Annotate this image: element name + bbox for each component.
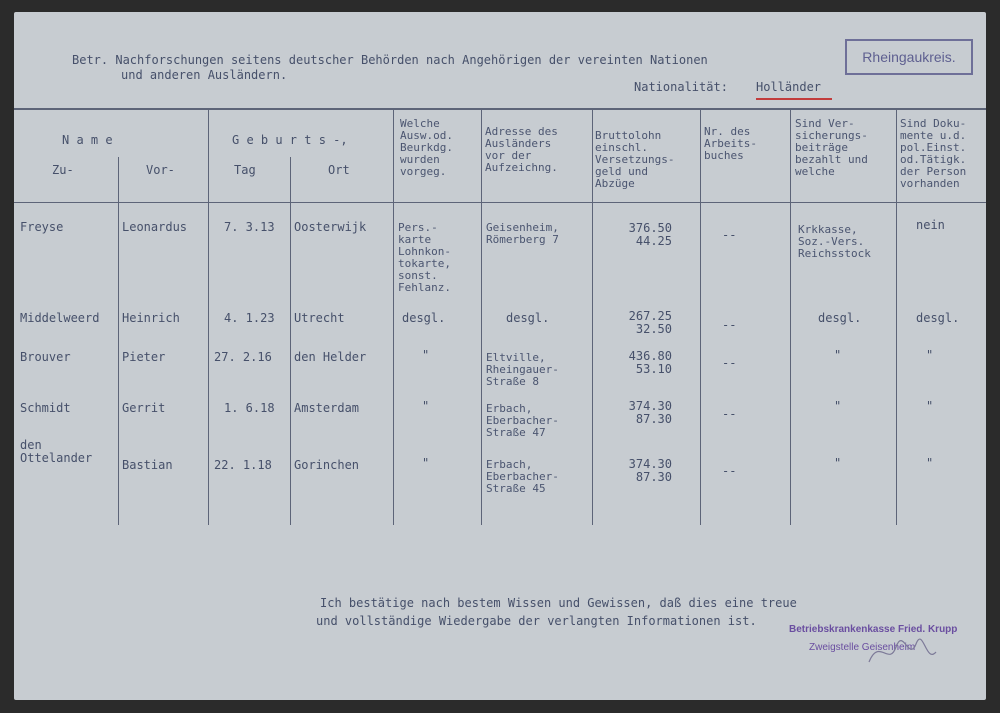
- cell-vor: Gerrit: [122, 401, 166, 415]
- cell-versicherung: Krkkasse, Soz.-Vers. Reichsstock: [798, 223, 871, 260]
- cell-ausweis: ": [422, 399, 430, 413]
- col-divider-versicherung-dokumente: [896, 110, 897, 525]
- nationality-underline: [756, 98, 832, 100]
- certification-line-1: Ich bestätige nach bestem Wissen und Gewissen, daß dies eine treue: [320, 596, 797, 610]
- cell-brutto: 436.80 53.10: [628, 349, 672, 376]
- cell-zu: den Ottelander: [20, 438, 93, 465]
- cell-adresse: Erbach, Eberbacher- Straße 47: [486, 402, 559, 439]
- col-divider-ausweis-adresse: [481, 110, 482, 525]
- cell-ausweis: ": [422, 456, 430, 470]
- cell-dokumente: ": [926, 348, 934, 362]
- col-divider-tag-ort: [290, 157, 291, 525]
- cell-versicherung: ": [834, 399, 842, 413]
- subject-line-1: Betr. Nachforschungen seitens deutscher Behörden nach Angehörigen der vereinten Nationen: [72, 53, 708, 67]
- cell-dokumente: desgl.: [916, 311, 960, 325]
- nationality-label: Nationalität:: [634, 80, 728, 94]
- handwritten-signature: [864, 632, 944, 672]
- cell-tag: 4. 1.23: [224, 311, 275, 325]
- cell-adresse: Erbach, Eberbacher- Straße 45: [486, 458, 559, 495]
- header-bottom-rule: [14, 202, 986, 203]
- cell-ort: Gorinchen: [294, 458, 360, 472]
- company-stamp-line-1: Betriebskrankenkasse Fried. Krupp: [789, 624, 958, 635]
- cell-arbeitsbuch: --: [722, 356, 737, 370]
- cell-ort: Amsterdam: [294, 401, 360, 415]
- col-divider-zu-vor: [118, 157, 119, 525]
- cell-brutto: 374.30 87.30: [628, 457, 672, 484]
- cell-ort: den Helder: [294, 350, 367, 364]
- header-tag: Tag: [234, 163, 256, 177]
- table-top-rule: [14, 108, 986, 110]
- cell-brutto: 267.25 32.50: [628, 309, 672, 336]
- cell-dokumente: ": [926, 456, 934, 470]
- cell-tag: 27. 2.16: [214, 350, 272, 364]
- header-arbeitsbuch: Nr. des Arbeits- buches: [704, 125, 757, 162]
- certification-line-2: und vollständige Wiedergabe der verlangten Informationen ist.: [316, 614, 757, 628]
- cell-ort: Oosterwijk: [294, 220, 367, 234]
- header-versicherung: Sind Ver- sicherungs- beiträge bezahlt und welche: [795, 117, 868, 178]
- cell-zu: Middelweerd: [20, 311, 100, 325]
- cell-versicherung: ": [834, 456, 842, 470]
- cell-tag: 1. 6.18: [224, 401, 275, 415]
- cell-vor: Pieter: [122, 350, 166, 364]
- header-ort: Ort: [328, 163, 350, 177]
- header-brutto: Bruttolohn einschl. Versetzungs- geld und Abzüge: [595, 129, 675, 190]
- company-stamp-line-2: Zweigstelle Geisenheim: [809, 642, 916, 653]
- cell-brutto: 376.50 44.25: [628, 221, 672, 248]
- col-divider-ort-ausweis: [393, 110, 394, 525]
- cell-zu: Schmidt: [20, 401, 71, 415]
- col-divider-brutto-arbeitsbuch: [700, 110, 701, 525]
- cell-vor: Bastian: [122, 458, 173, 472]
- cell-arbeitsbuch: --: [722, 318, 737, 332]
- cell-ausweis: ": [422, 348, 430, 362]
- cell-versicherung: ": [834, 348, 842, 362]
- cell-tag: 22. 1.18: [214, 458, 272, 472]
- cell-brutto: 374.30 87.30: [628, 399, 672, 426]
- header-name-group: N a m e: [62, 133, 113, 147]
- cell-adresse: Geisenheim, Römerberg 7: [486, 221, 559, 246]
- col-divider-name-geburt: [208, 110, 209, 525]
- header-vor: Vor-: [146, 163, 175, 177]
- cell-arbeitsbuch: --: [722, 407, 737, 421]
- header-ausweis: Welche Ausw.od. Beurkdg. wurden vorgeg.: [400, 117, 453, 178]
- cell-tag: 7. 3.13: [224, 220, 275, 234]
- cell-zu: Brouver: [20, 350, 71, 364]
- cell-arbeitsbuch: --: [722, 228, 737, 242]
- nationality-value: Holländer: [756, 80, 822, 94]
- header-geburts-group: G e b u r t s -,: [232, 133, 348, 147]
- document-sheet: [14, 12, 986, 700]
- cell-adresse: Eltville, Rheingauer- Straße 8: [486, 351, 559, 388]
- cell-arbeitsbuch: --: [722, 464, 737, 478]
- cell-ort: Utrecht: [294, 311, 345, 325]
- cell-ausweis: Pers.- karte Lohnkon- tokarte, sonst. Fehlanz.: [398, 221, 451, 294]
- cell-vor: Heinrich: [122, 311, 180, 325]
- cell-zu: Freyse: [20, 220, 64, 234]
- cell-dokumente: ": [926, 399, 934, 413]
- header-adresse: Adresse des Ausländers vor der Aufzeichng.: [485, 125, 558, 174]
- subject-line-2: und anderen Ausländern.: [121, 68, 288, 82]
- cell-ausweis: desgl.: [402, 311, 446, 325]
- header-dokumente: Sind Doku- mente u.d. pol.Einst. od.Tätigk. der Person vorhanden: [900, 117, 967, 190]
- col-divider-arbeitsbuch-versicherung: [790, 110, 791, 525]
- cell-adresse: desgl.: [506, 311, 550, 325]
- header-zu: Zu-: [52, 163, 74, 177]
- cell-vor: Leonardus: [122, 220, 188, 234]
- col-divider-adresse-brutto: [592, 110, 593, 525]
- cell-versicherung: desgl.: [818, 311, 862, 325]
- cell-dokumente: nein: [916, 218, 945, 232]
- rheingaukreis-stamp: Rheingaukreis.: [845, 39, 973, 75]
